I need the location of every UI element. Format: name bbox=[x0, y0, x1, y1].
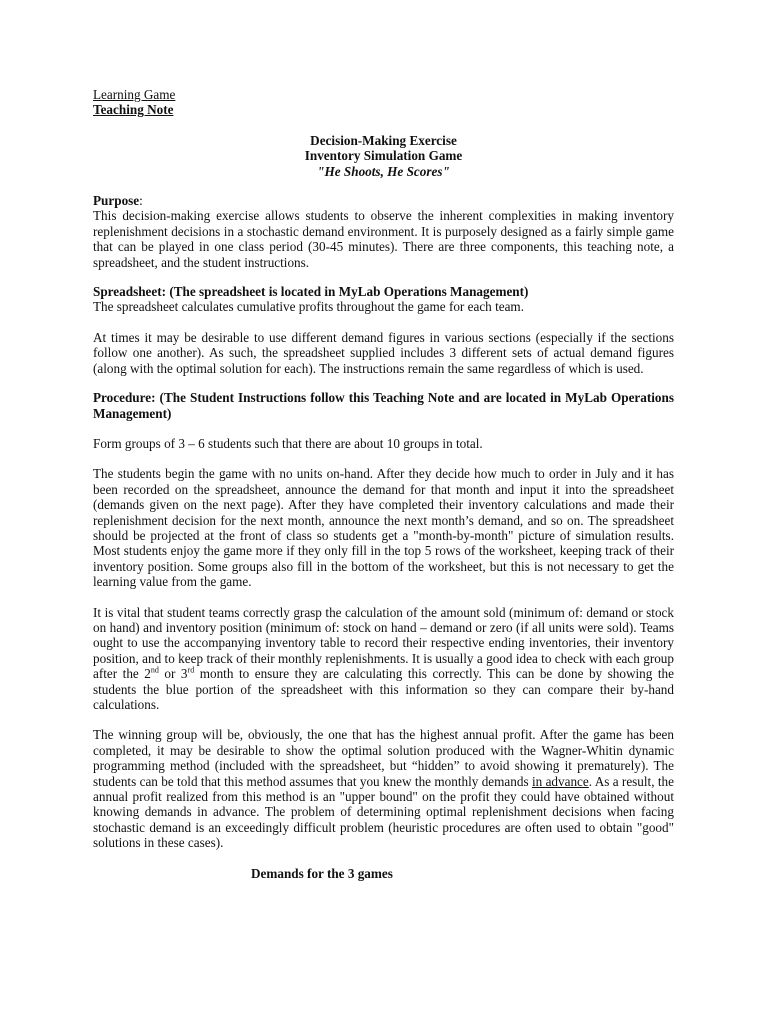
p3-sup-rd: rd bbox=[187, 665, 195, 675]
procedure-paragraph-1: Form groups of 3 – 6 students such that there are about 10 groups in total. bbox=[93, 435, 483, 451]
spreadsheet-text-1: The spreadsheet calculates cumulative profits throughout the game for each team. bbox=[93, 299, 524, 315]
purpose-text: This decision-making exercise allows students to observe the inherent complexities in making inventory replenishment decisions in a stochastic demand environment. It is purposely designed as a fairly simple game that can be played in one class period (30-45 minutes). There are three components, this teaching note, a spreadsheet, and the student instructions. bbox=[93, 208, 674, 270]
header-learning-game: Learning Game bbox=[93, 87, 176, 102]
p4-after: . As a result, the annual profit realized from this method is an "upper bound" on the profit they could have obtained without knowing demands in advance. The problem of determining optimal replenishment decisions when facing stochastic demand is an exceedingly difficult problem (heuristic procedures are often used to obtain "good" solutions in these cases). bbox=[93, 773, 674, 851]
p3-mid: or 3 bbox=[158, 666, 188, 682]
procedure-paragraph-2: The students begin the game with no units on-hand. After they decide how much to order in July and it has been recorded on the spreadsheet, announce the demand for that month and input it into the spreadsheet (demands given on the next page). After they have completed their inventory calculations and made their replenishment decision for the next month, announce the next month’s demand, and so on. The spreadsheet should be projected at the front of class so students get a "month-by-month" picture of simulation results. Most students enjoy the game more if they only fill in the top 5 rows of the worksheet, keeping track of their inventory position. Some groups also fill in the bottom of the worksheet, but this is not necessary to get the learning value from the game. bbox=[93, 466, 674, 590]
title-line-2: Inventory Simulation Game bbox=[304, 148, 463, 164]
procedure-heading: Procedure: (The Student Instructions follow this Teaching Note and are located in MyLab Operations Management) bbox=[93, 390, 674, 421]
p4-before: The winning group will be, obviously, the one that has the highest annual profit. After the game has been completed, it may be desirable to show the optimal solution produced with the Wagner-Whitin dynamic programming method (included with the spreadsheet, but “hidden” to avoid showing it prematurely). The students can be told that this method assumes that you knew the monthly demands bbox=[93, 727, 674, 789]
purpose-heading-text: Purpose bbox=[93, 193, 140, 209]
document-title bbox=[93, 133, 674, 179]
title-line-1: Decision-Making Exercise bbox=[310, 132, 457, 148]
p3-after: month to ensure they are calculating this correctly. This can be done by showing the students the blue portion of the spreadsheet with this information so they can compare their by-hand calculations. bbox=[93, 666, 674, 712]
p3-before: It is vital that student teams correctly grasp the calculation of the amount sold (minimum of: demand or stock on hand) and inventory position (minimum of: stock on hand – demand or zero (if all units were sold). Teams ought to use the accompanying inventory table to record their respective ending inventories, their inventory position, and to keep track of their monthly replenishments. It is usually a good idea to check with each group after the 2 bbox=[93, 604, 674, 682]
document-page bbox=[93, 87, 674, 881]
p3-sup-nd: nd bbox=[150, 665, 159, 675]
title-line-3: "He Shoots, He Scores" bbox=[317, 163, 450, 179]
spreadsheet-heading: Spreadsheet: (The spreadsheet is located in MyLab Operations Management) bbox=[93, 284, 529, 300]
p4-in-advance: in advance bbox=[531, 773, 589, 789]
purpose-heading bbox=[93, 193, 674, 208]
demands-heading: Demands for the 3 games bbox=[251, 865, 393, 881]
procedure-paragraph-4 bbox=[93, 727, 674, 850]
purpose-heading-colon: : bbox=[139, 193, 143, 209]
spreadsheet-text-2: At times it may be desirable to use different demand figures in various sections (especially if the sections follow one another). As such, the spreadsheet supplied includes 3 different sets of actual demand figures (along with the optimal solution for each). The instructions remain the same regardless of which is used. bbox=[93, 329, 674, 376]
header-teaching-note: Teaching Note bbox=[93, 102, 174, 118]
procedure-paragraph-3 bbox=[93, 605, 674, 713]
